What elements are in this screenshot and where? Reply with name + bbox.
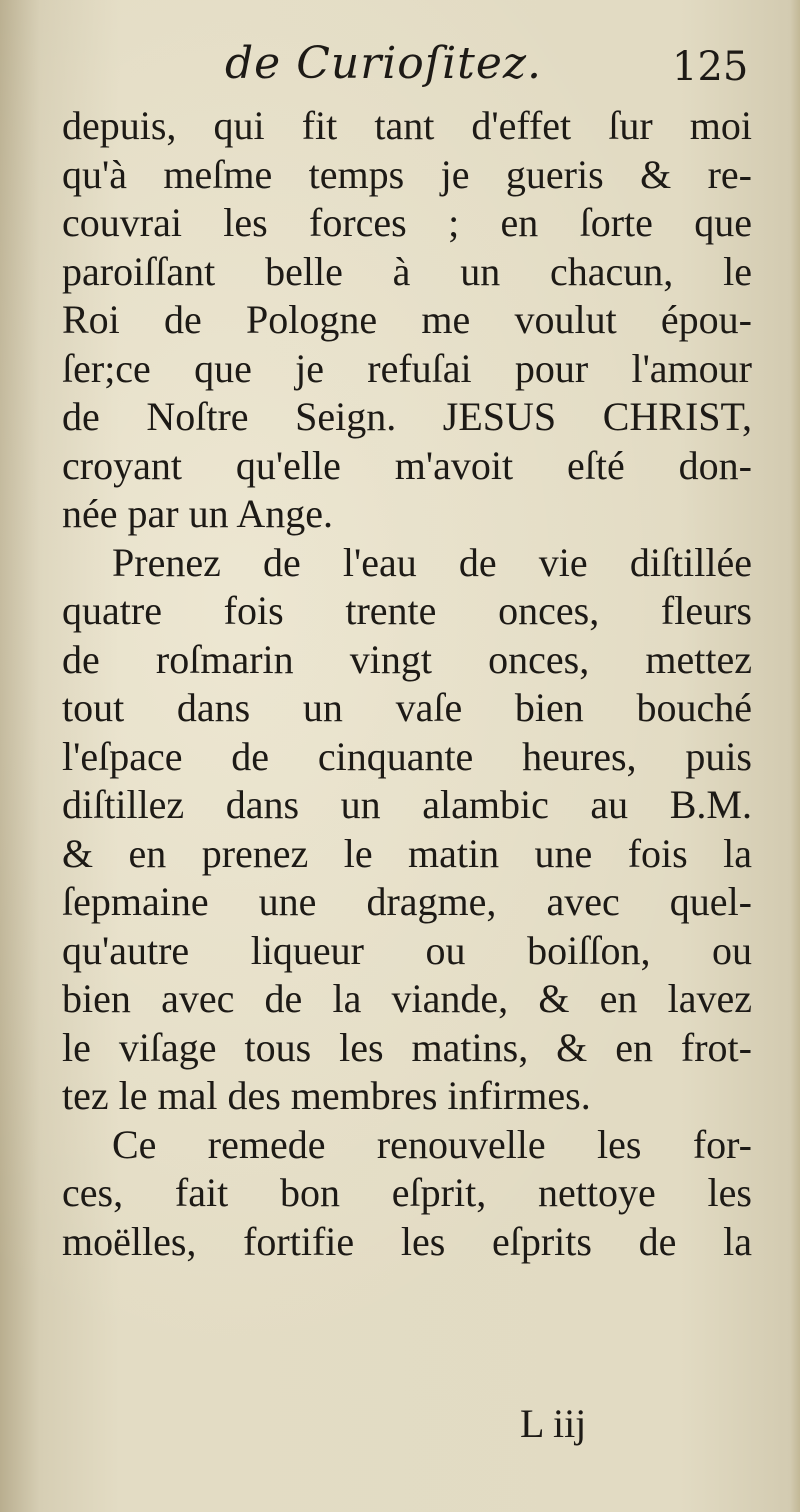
text-line: croyant qu'elle m'avoit eſté don- bbox=[62, 442, 752, 488]
text-line: tout dans un vaſe bien bouché bbox=[62, 685, 752, 730]
running-title: de Curioſitez. bbox=[225, 38, 543, 89]
text-line: bien avec de la viande, & en lavez bbox=[62, 976, 752, 1021]
text-line: & en prenez le matin une fois la bbox=[62, 830, 752, 876]
text-line: ces, fait bon eſprit, nettoye les bbox=[62, 1170, 752, 1215]
text-line: couvrai les forces ; en ſorte que bbox=[62, 200, 752, 245]
text-line: qu'à meſme temps je gueris & re- bbox=[62, 151, 752, 197]
text-line: Roi de Pologne me voulut épou- bbox=[62, 297, 752, 342]
text-line: Ce remede renouvelle les for- bbox=[112, 1121, 752, 1167]
text-line: ſer;ce que je refuſai pour l'amour bbox=[62, 345, 752, 391]
page-number: 125 bbox=[672, 44, 749, 90]
text-line: depuis, qui fit tant d'effet ſur moi bbox=[62, 103, 752, 148]
page-header bbox=[0, 38, 800, 108]
text-line: qu'autre liqueur ou boiſſon, ou bbox=[62, 927, 752, 973]
text-line: diſtillez dans un alambic au B.M. bbox=[62, 782, 752, 827]
text-line: moëlles, fortifie les eſprits de la bbox=[62, 1218, 752, 1264]
text-line: le viſage tous les matins, & en frot- bbox=[62, 1024, 752, 1070]
text-line: née par un Ange. bbox=[62, 491, 334, 536]
text-line: ſepmaine une dragme, avec quel- bbox=[62, 879, 752, 924]
text-line: Prenez de l'eau de vie diſtillée bbox=[112, 539, 752, 585]
text-line: tez le mal des membres infirmes. bbox=[62, 1073, 591, 1118]
text-line: l'eſpace de cinquante heures, puis bbox=[62, 733, 752, 779]
text-line: de roſmarin vingt onces, mettez bbox=[62, 636, 752, 682]
text-line: quatre fois trente onces, fleurs bbox=[62, 588, 752, 633]
text-line: de Noſtre Seign. JESUS CHRIST, bbox=[62, 394, 752, 439]
text-line: paroiſſant belle à un chacun, le bbox=[62, 248, 752, 294]
body-text bbox=[62, 102, 752, 1266]
signature-mark: L iij bbox=[520, 1401, 587, 1446]
